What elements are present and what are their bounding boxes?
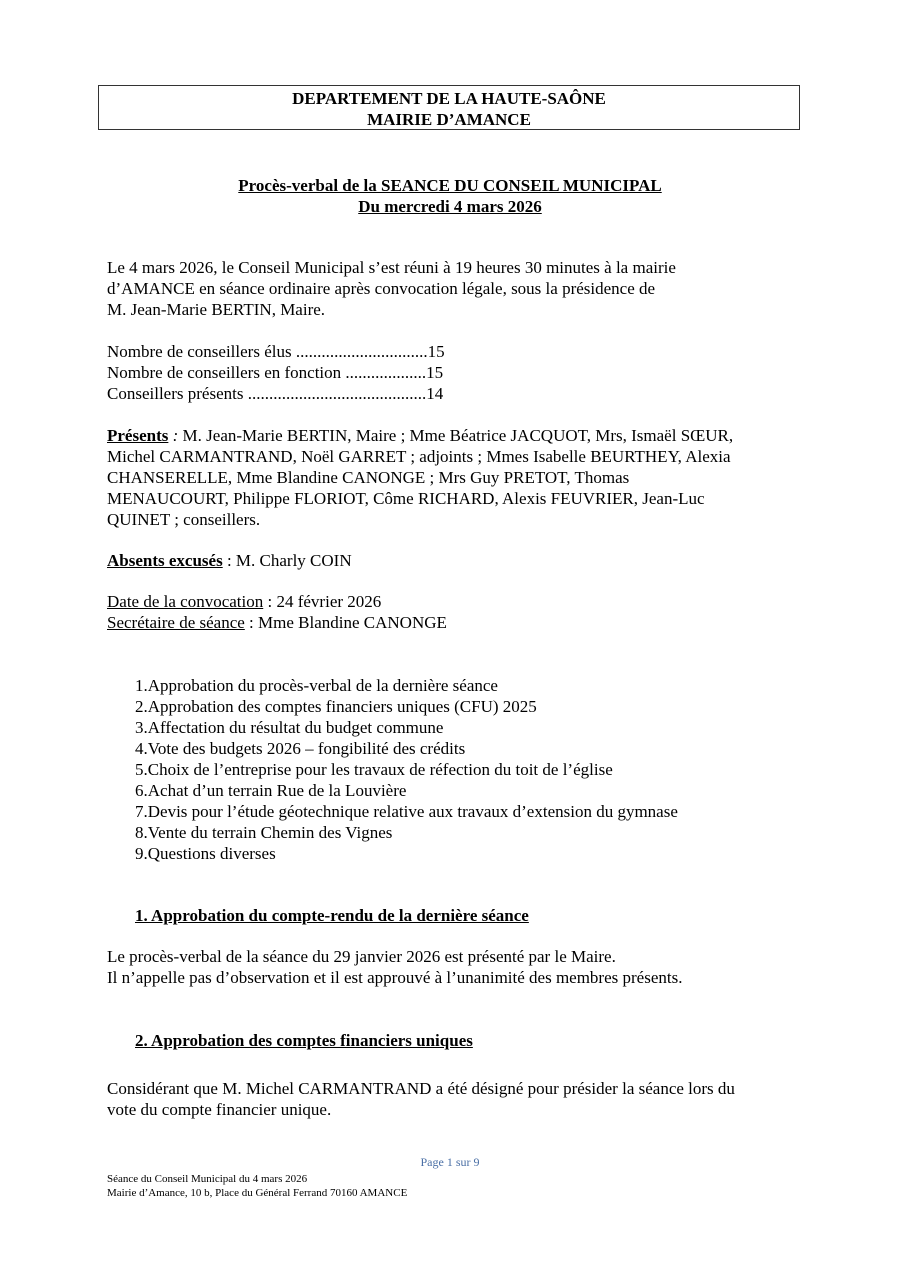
presents-line: QUINET ; conseillers.: [107, 510, 261, 529]
secretaire-label: Secrétaire de séance: [107, 613, 245, 632]
presents-line: Michel CARMANTRAND, Noël GARRET ; adjoints ; Mmes Isabelle BEURTHEY, Alexia: [107, 447, 731, 466]
absents-label: Absents excusés: [107, 551, 223, 570]
header-department: DEPARTEMENT DE LA HAUTE-SAÔNE: [292, 89, 606, 108]
agenda-item: 3.Affectation du résultat du budget commune: [135, 718, 444, 737]
presents-line: M. Jean-Marie BERTIN, Maire ; Mme Béatrice JACQUOT, Mrs, Ismaël SŒUR,: [182, 426, 734, 445]
section-1-line: Il n’appelle pas d’observation et il est approuvé à l’unanimité des membres présents.: [107, 968, 683, 987]
footer-line-2: Mairie d’Amance, 10 b, Place du Général Ferrand 70160 AMANCE: [107, 1187, 408, 1199]
agenda-item: 2.Approbation des comptes financiers uniques (CFU) 2025: [135, 697, 537, 716]
count-presents: Conseillers présents ..........................................14: [107, 384, 444, 403]
dates-block: [107, 591, 807, 633]
title-line-2: Du mercredi 4 mars 2026: [358, 197, 542, 216]
convocation-value: : 24 février 2026: [263, 592, 382, 611]
agenda-item: 5.Choix de l’entreprise pour les travaux de réfection du toit de l’église: [135, 760, 613, 779]
absents-paragraph: [107, 550, 807, 571]
presents-line: CHANSERELLE, Mme Blandine CANONGE ; Mrs Guy PRETOT, Thomas: [107, 468, 630, 487]
intro-paragraph: [107, 257, 807, 320]
section-2-title: 2. Approbation des comptes financiers uniques: [135, 1031, 473, 1050]
section-2-line: vote du compte financier unique.: [107, 1100, 332, 1119]
section-1-line: Le procès-verbal de la séance du 29 janvier 2026 est présenté par le Maire.: [107, 947, 616, 966]
agenda-item: 6.Achat d’un terrain Rue de la Louvière: [135, 781, 407, 800]
section-1-body: [107, 946, 807, 988]
convocation-label: Date de la convocation: [107, 592, 264, 611]
absents-value: : M. Charly COIN: [222, 551, 352, 570]
presents-paragraph: [107, 425, 807, 530]
footer-line-1: Séance du Conseil Municipal du 4 mars 2026: [107, 1173, 308, 1185]
section-1-title: 1. Approbation du compte-rendu de la dernière séance: [135, 906, 529, 925]
agenda-item: 4.Vote des budgets 2026 – fongibilité des crédits: [135, 739, 466, 758]
secretaire-value: : Mme Blandine CANONGE: [244, 613, 447, 632]
agenda-item: 1.Approbation du procès-verbal de la dernière séance: [135, 676, 498, 695]
agenda-item: 9.Questions diverses: [135, 844, 276, 863]
section-2-body: [107, 1078, 807, 1120]
presents-line: MENAUCOURT, Philippe FLORIOT, Côme RICHARD, Alexis FEUVRIER, Jean-Luc: [107, 489, 705, 508]
document-title: [0, 175, 900, 217]
presents-label: Présents: [107, 426, 169, 445]
count-fonction: Nombre de conseillers en fonction ...................15: [107, 363, 444, 382]
agenda-list: [135, 675, 678, 864]
section-2-line: Considérant que M. Michel CARMANTRAND a été désigné pour présider la séance lors du: [107, 1079, 735, 1098]
intro-line: Le 4 mars 2026, le Conseil Municipal s’est réuni à 19 heures 30 minutes à la mairie: [107, 258, 676, 277]
intro-line: d’AMANCE en séance ordinaire après convocation légale, sous la présidence de: [107, 279, 656, 298]
page-number: Page 1 sur 9: [420, 1155, 480, 1169]
presents-separator: :: [168, 426, 183, 445]
agenda-item: 7.Devis pour l’étude géotechnique relative aux travaux d’extension du gymnase: [135, 802, 678, 821]
intro-line: M. Jean-Marie BERTIN, Maire.: [107, 300, 326, 319]
count-elus: Nombre de conseillers élus ...............................15: [107, 342, 445, 361]
agenda-item: 8.Vente du terrain Chemin des Vignes: [135, 823, 393, 842]
counts-block: [107, 341, 807, 404]
page-footer: [107, 1172, 407, 1200]
header-mairie: MAIRIE D’AMANCE: [367, 110, 531, 129]
header-box: [98, 85, 800, 130]
title-line-1: Procès-verbal de la SEANCE DU CONSEIL MUNICIPAL: [238, 176, 662, 195]
